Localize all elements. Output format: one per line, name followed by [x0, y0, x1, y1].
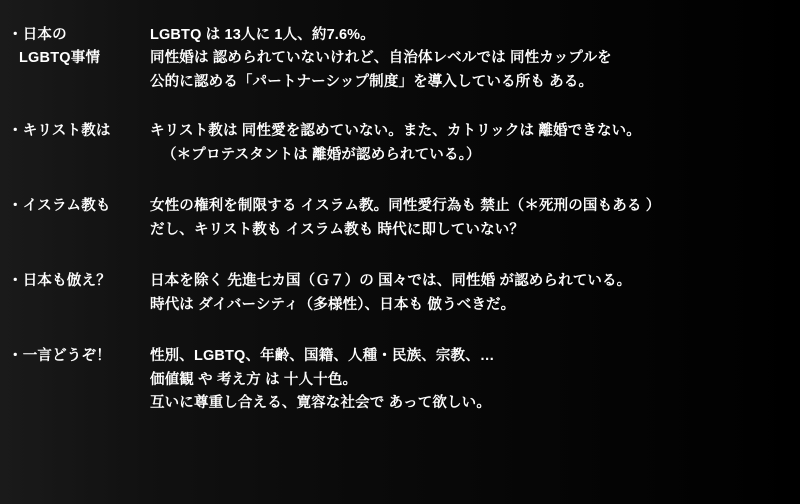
- body-line: （＊プロテスタントは 離婚が認められている。）: [162, 146, 481, 163]
- row-body: [150, 270, 800, 317]
- body-line: 価値観 や 考え方 は 十人十色。: [150, 371, 358, 388]
- row-label-line: ・日本も倣え？: [8, 273, 111, 290]
- body-line: キリスト教は 同性愛を認めていない。また、カトリックは 離婚できない。: [150, 123, 641, 140]
- body-line: だし、キリスト教も イスラム教も 時代に即していない？: [150, 221, 525, 238]
- body-line: 互いに尊重し合える、寛容な社会で あって欲しい。: [150, 395, 491, 412]
- row-body: [150, 24, 800, 94]
- row-label: [0, 120, 150, 143]
- content-row: [0, 270, 800, 317]
- content-row: [0, 195, 800, 242]
- row-body: [150, 195, 800, 242]
- row-body: [150, 345, 800, 415]
- body-line: 時代は ダイバーシティ（多様性）、日本も 倣うべきだ。: [150, 296, 516, 313]
- content-row: [0, 345, 800, 415]
- content-row: [0, 120, 800, 167]
- row-label-line: ・一言どうぞ！: [8, 348, 111, 365]
- row-label: [0, 345, 150, 368]
- row-label-line: ・イスラム教も: [8, 198, 111, 215]
- row-label: [0, 195, 150, 218]
- content-row: [0, 24, 800, 94]
- body-line: 同性婚は 認められていないけれど、自治体レベルでは 同性カップルを: [150, 50, 612, 67]
- body-line: LGBTQ は 13人に 1人、約7.6%。: [150, 27, 375, 43]
- body-line: 女性の権利を制限する イスラム教。同性愛行為も 禁止（＊死刑の国もある ）: [150, 198, 661, 215]
- row-label: [0, 24, 150, 71]
- row-body: [150, 120, 800, 167]
- row-label: [0, 270, 150, 293]
- row-label-line: ・キリスト教は: [8, 123, 111, 140]
- row-label-line: ・日本の: [8, 27, 67, 43]
- body-line: 公的に認める「パートナーシップ制度」を導入している所も ある。: [150, 73, 594, 90]
- row-label-line: LGBTQ事情: [19, 50, 101, 67]
- body-line: 日本を除く 先進七カ国（Ｇ７）の 国々では、同性婚 が認められている。: [150, 273, 632, 290]
- body-line: 性別、LGBTQ、年齢、国籍、人種・民族、宗教、…: [150, 348, 495, 365]
